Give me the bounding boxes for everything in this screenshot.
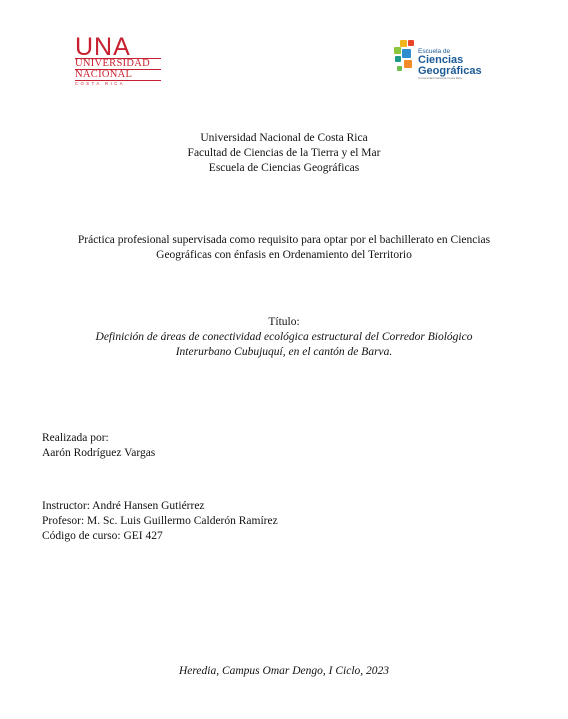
title-line-2: Interurbano Cubujuquí, en el cantón de Barva. [175,346,393,358]
escuela-logo-line1: Escuela de [418,48,451,55]
title-line-1: Definición de áreas de conectividad ecológica estructural del Corredor Biológico [95,331,473,343]
purpose-statement [0,233,568,263]
escuela-logo-line3: Geográficas [418,65,482,77]
course-block [42,499,278,544]
footer-place-date: Heredia, Campus Omar Dengo, I Ciclo, 2023 [178,665,390,677]
faculty-name: Facultad de Ciencias de la Tierra y el Mar [187,147,381,159]
escuela-logo-ciencias [418,55,482,77]
escuela-logo-subtitle: Universidad Nacional Costa Rica [418,76,462,80]
logo-square-icon [397,66,402,71]
purpose-line-1: Práctica profesional supervisada como requisito para optar por el bachillerato en Ciencias [77,234,491,246]
logo-square-icon [402,49,411,58]
instructor-line: Instructor: André Hansen Gutiérrez [42,500,205,512]
una-logo-costa-rica: COSTA RICA [75,80,161,87]
una-logo-text: UNA [75,33,131,61]
professor-line: Profesor: M. Sc. Luis Guillermo Calderón Ramírez [42,515,278,527]
una-logo-universidad: UNIVERSIDAD [75,58,161,69]
una-logo-nacional: NACIONAL [75,69,161,80]
logo-square-icon [404,60,412,68]
una-logo [75,33,163,87]
title-block [0,315,568,360]
author-name: Aarón Rodríguez Vargas [42,447,156,459]
author-label: Realizada por: [42,432,109,444]
logo-square-icon [408,40,414,46]
escuela-logo [392,38,482,90]
logo-square-icon [394,47,401,54]
course-code-line: Código de curso: GEI 427 [42,530,163,542]
institution-header [0,131,568,176]
logo-square-icon [395,56,401,62]
author-block [42,431,155,461]
logo-square-icon [400,40,407,47]
purpose-line-2: Geográficas con énfasis en Ordenamiento del Territorio [156,249,412,261]
school-name: Escuela de Ciencias Geográficas [208,162,360,174]
university-name: Universidad Nacional de Costa Rica [200,132,368,144]
title-label: Título: [268,316,300,328]
escuela-logo-line2: Ciencias [418,54,464,66]
